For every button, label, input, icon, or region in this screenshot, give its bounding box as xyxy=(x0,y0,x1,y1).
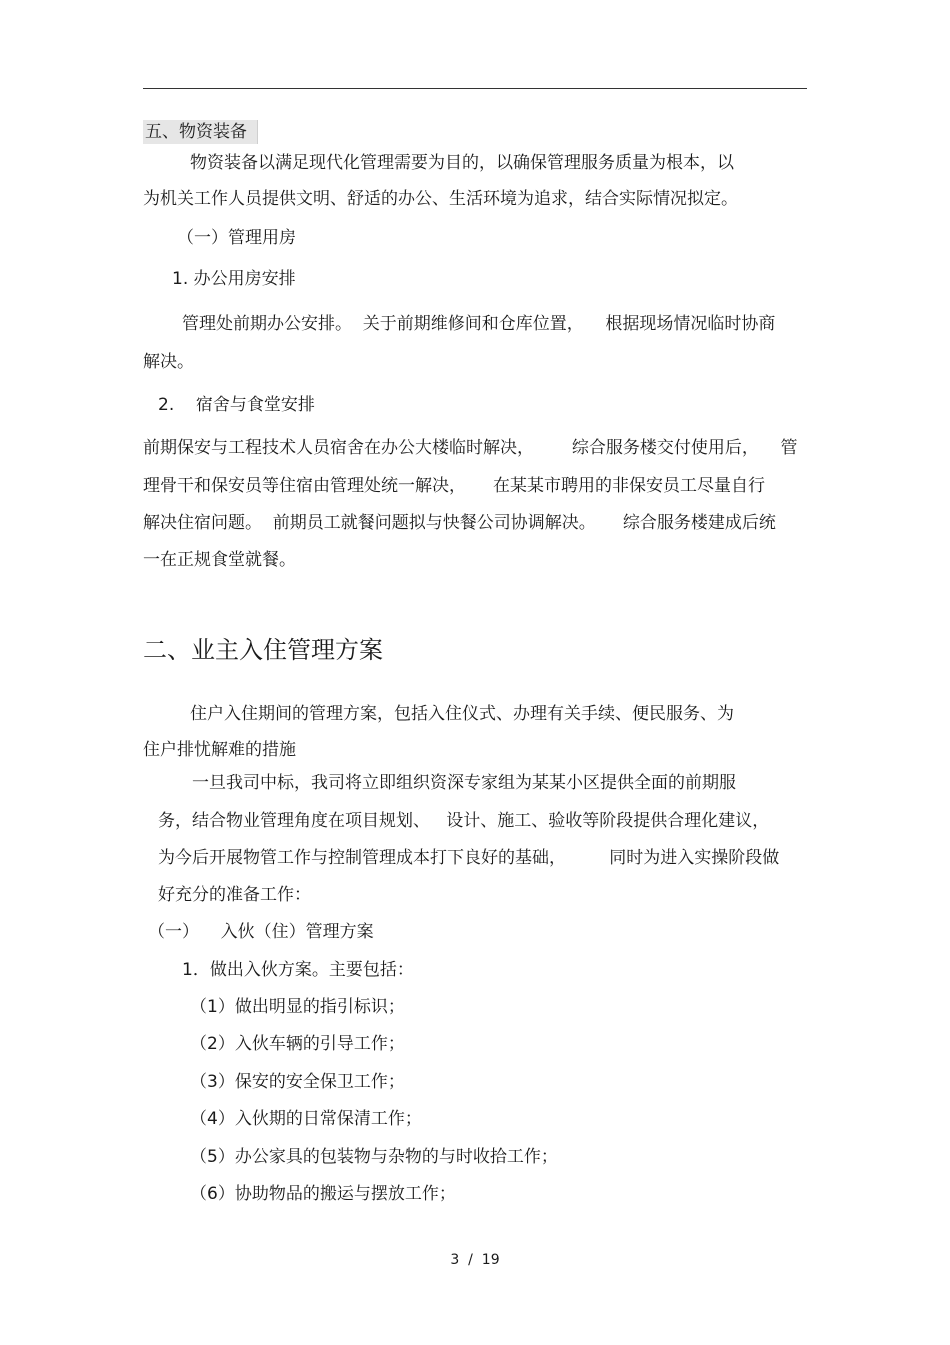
list-item: （4）入伙期的日常保清工作； xyxy=(190,1109,422,1129)
paragraph-line: 前期保安与工程技术人员宿舍在办公大楼临时解决， 综合服务楼交付使用后， 管 xyxy=(143,438,798,458)
list-item: （5）办公家具的包装物与杂物的与时收拾工作； xyxy=(190,1147,558,1167)
list-item: （3）保安的安全保卫工作； xyxy=(190,1072,405,1092)
item-title: 1．做出入伙方案。主要包括： xyxy=(182,960,414,980)
paragraph-line: 物资装备以满足现代化管理需要为目的，以确保管理服务质量为根本，以 xyxy=(190,153,734,173)
section-heading-move-in: 二、业主入住管理方案 xyxy=(143,636,383,664)
item-title: 2. 宿舍与食堂安排 xyxy=(158,395,315,415)
paragraph-line: 一在正规食堂就餐。 xyxy=(143,550,296,570)
paragraph-line: 为机关工作人员提供文明、舒适的办公、生活环境为追求，结合实际情况拟定。 xyxy=(143,189,738,209)
subsection-title: （一） 入伙（住）管理方案 xyxy=(148,922,374,942)
list-item: （1）做出明显的指引标识； xyxy=(190,997,405,1017)
list-item: （6）协助物品的搬运与摆放工作； xyxy=(190,1184,456,1204)
paragraph-line: 住户排忧解难的措施 xyxy=(143,740,296,760)
paragraph-line: 好充分的准备工作： xyxy=(158,885,311,905)
list-item: （2）入伙车辆的引导工作； xyxy=(190,1034,405,1054)
paragraph-line: 住户入住期间的管理方案，包括入住仪式、办理有关手续、便民服务、为 xyxy=(190,704,734,724)
paragraph-line: 解决。 xyxy=(143,352,194,372)
item-title: 1. 办公用房安排 xyxy=(172,269,296,289)
paragraph-line: 管理处前期办公安排。 关于前期维修间和仓库位置， 根据现场情况临时协商 xyxy=(182,314,776,334)
section-heading-materials: 五、物资装备 xyxy=(143,120,258,144)
paragraph-line: 务，结合物业管理角度在项目规划、 设计、施工、验收等阶段提供合理化建议， xyxy=(158,811,770,831)
header-rule xyxy=(143,88,807,89)
subsection-title: （一）管理用房 xyxy=(177,228,296,248)
paragraph-line: 解决住宿问题。 前期员工就餐问题拟与快餐公司协调解决。 综合服务楼建成后统 xyxy=(143,513,776,533)
paragraph-line: 理骨干和保安员等住宿由管理处统一解决， 在某某市聘用的非保安员工尽量自行 xyxy=(143,476,766,496)
page-indicator: 3 / 19 xyxy=(450,1252,500,1268)
paragraph-line: 一旦我司中标，我司将立即组织资深专家组为某某小区提供全面的前期服 xyxy=(192,773,736,793)
paragraph-line: 为今后开展物管工作与控制管理成本打下良好的基础， 同时为进入实操阶段做 xyxy=(158,848,780,868)
